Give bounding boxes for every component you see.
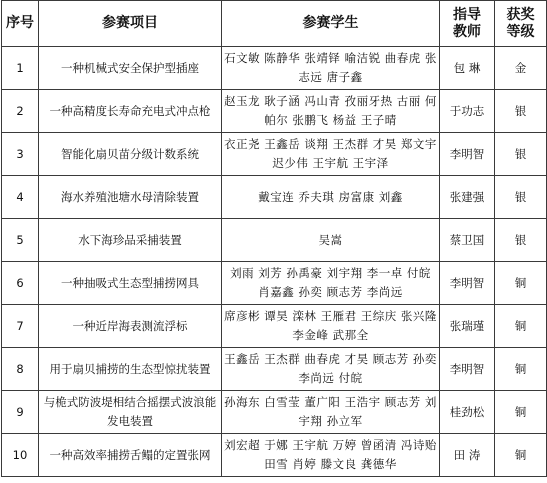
award-level: 铜 [495, 434, 547, 477]
advisor-name: 蔡卫国 [440, 219, 495, 262]
award-level: 铜 [495, 391, 547, 434]
awards-table [1, 0, 547, 477]
table-row [2, 305, 547, 348]
project-name: 一种高效率捕捞舌鳎的定置张网 [39, 434, 222, 477]
student-names: 刘宏超 于娜 王宇航 万婷 曾函清 冯诗贻 田雪 肖婷 滕文良 龚德华 [222, 434, 440, 477]
student-names: 席彦彬 谭昊 滦林 王雁君 王综庆 张兴隆 李金峰 武那全 [222, 305, 440, 348]
advisor-name: 李明智 [440, 133, 495, 176]
table-row [2, 219, 547, 262]
advisor-name: 桂劲松 [440, 391, 495, 434]
student-names: 吴嵩 [222, 219, 440, 262]
project-name: 智能化扇贝苗分级计数系统 [39, 133, 222, 176]
table-row [2, 348, 547, 391]
project-name: 一种高精度长寿命充电式冲点枪 [39, 90, 222, 133]
table-row [2, 133, 547, 176]
project-name: 一种机械式安全保护型插座 [39, 47, 222, 90]
header-students: 参赛学生 [222, 1, 440, 47]
advisor-name: 李明智 [440, 262, 495, 305]
table-row [2, 47, 547, 90]
table-row [2, 434, 547, 477]
student-names: 戴宝连 乔夫琪 房富康 刘鑫 [222, 176, 440, 219]
award-level: 银 [495, 176, 547, 219]
project-name: 一种近岸海表测流浮标 [39, 305, 222, 348]
advisor-name: 张瑞瑾 [440, 305, 495, 348]
row-number: 5 [2, 219, 39, 262]
row-number: 6 [2, 262, 39, 305]
project-name: 与桅式防波堤相结合摇摆式波浪能发电装置 [39, 391, 222, 434]
student-names: 王鑫岳 王杰群 曲春虎 才昊 顾志芳 孙奕 李尚远 付皖 [222, 348, 440, 391]
project-name: 一种抽吸式生态型捕捞网具 [39, 262, 222, 305]
header-row [2, 1, 547, 47]
award-level: 金 [495, 47, 547, 90]
student-names: 孙海东 白雪莹 董广阳 王浩宇 顾志芳 刘宇翔 孙立军 [222, 391, 440, 434]
student-names: 石文敏 陈静华 张靖铎 喻洁锐 曲春虎 张志远 唐子鑫 [222, 47, 440, 90]
project-name: 海水养殖池塘水母清除装置 [39, 176, 222, 219]
header-award: 获奖 等级 [495, 1, 547, 47]
award-level: 铜 [495, 348, 547, 391]
project-name: 用于扇贝捕捞的生态型惊扰装置 [39, 348, 222, 391]
header-no: 序号 [2, 1, 39, 47]
award-level: 银 [495, 90, 547, 133]
row-number: 2 [2, 90, 39, 133]
row-number: 10 [2, 434, 39, 477]
table-row [2, 90, 547, 133]
project-name: 水下海珍品采捕装置 [39, 219, 222, 262]
row-number: 3 [2, 133, 39, 176]
table-row [2, 176, 547, 219]
row-number: 8 [2, 348, 39, 391]
student-names: 衣正尧 王鑫岳 谈翔 王杰群 才昊 郑文宇 迟少伟 王宇航 王宇泽 [222, 133, 440, 176]
row-number: 7 [2, 305, 39, 348]
header-advisor: 指导 教师 [440, 1, 495, 47]
advisor-name: 包 琳 [440, 47, 495, 90]
row-number: 9 [2, 391, 39, 434]
award-level: 铜 [495, 305, 547, 348]
student-names: 刘雨 刘芳 孙禹豪 刘宇翔 李一卓 付皖 肖嘉鑫 孙奕 顾志芳 李尚远 [222, 262, 440, 305]
header-project: 参赛项目 [39, 1, 222, 47]
row-number: 1 [2, 47, 39, 90]
award-level: 银 [495, 219, 547, 262]
table-row [2, 262, 547, 305]
student-names: 赵玉龙 耿子涵 冯山青 孜丽牙热 古丽 何帕尔 张鹏飞 杨益 王子晴 [222, 90, 440, 133]
advisor-name: 张建强 [440, 176, 495, 219]
award-level: 铜 [495, 262, 547, 305]
advisor-name: 李明智 [440, 348, 495, 391]
advisor-name: 于功志 [440, 90, 495, 133]
table-row [2, 391, 547, 434]
advisor-name: 田 涛 [440, 434, 495, 477]
award-level: 银 [495, 133, 547, 176]
row-number: 4 [2, 176, 39, 219]
